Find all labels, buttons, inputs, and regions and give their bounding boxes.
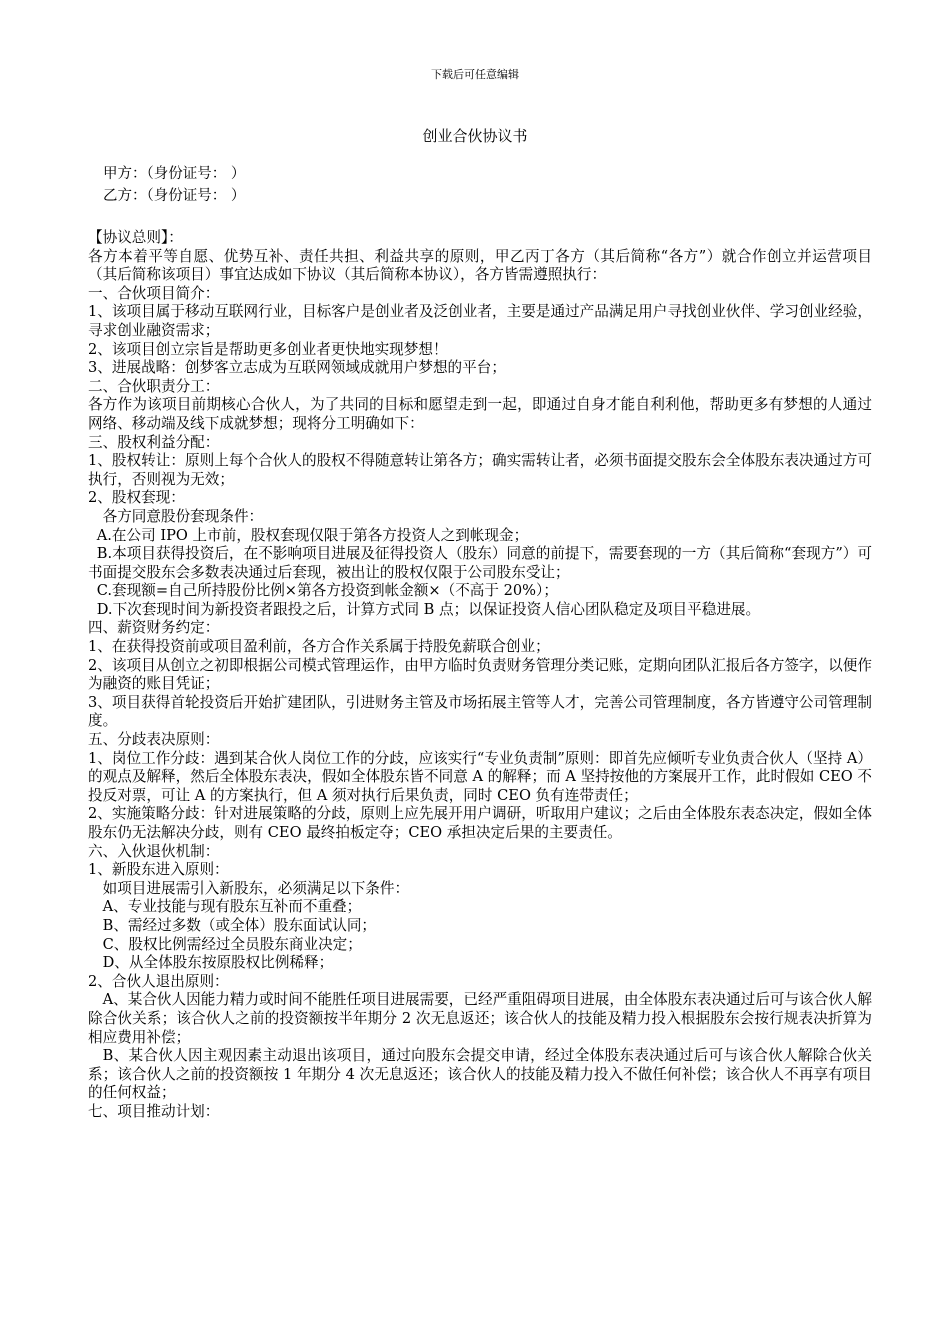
paragraph: 2、合伙人退出原则： (88, 972, 229, 990)
paragraph: 1、岗位工作分歧：遇到某合伙人岗位工作的分歧，应该实行“专业负责制”原则：即首先应倾听专业负责合伙人（坚持 A）的观点及解释，然后全体股东表决，假如全体股东皆不同意 A 的解释；而 A 坚持按他的方案展开工作，此时假如 CEO 不投反对票，可让 A 的方案执行，但 A 须对执行后果负责，同时 CEO 负有连带责任； (88, 749, 872, 804)
paragraph: B、需经过多数（或全体）股东面试认同； (102, 916, 377, 934)
paragraph: C.套现额=自己所持股份比例×第各方投资到帐金额×（不高于 20%）； (96, 582, 558, 600)
party-a-line: 甲方：（身份证号： ） (103, 166, 246, 182)
paragraph: 四、薪资财务约定： (88, 619, 220, 637)
paragraph: 如项目进展需引入新股东，必须满足以下条件： (102, 879, 410, 897)
party-b-line: 乙方：（身份证号： ） (103, 188, 246, 204)
paragraph: 六、入伙退伙机制： (88, 842, 220, 860)
paragraph: 三、股权利益分配： (88, 433, 220, 451)
paragraph: D.下次套现时间为新投资者跟投之后，计算方式同 B 点；以保证投资人信心团队稳定及项目平稳进展。 (96, 600, 761, 618)
paragraph: B.本项目获得投资后，在不影响项目进展及征得投资人（股东）同意的前提下，需要套现的一方（其后简称“套现方”）可书面提交股东会多数表决通过后套现，被出让的股权仅限于公司股东受让； (88, 545, 872, 581)
paragraph: 3、项目获得首轮投资后开始扩建团队，引进财务主管及市场拓展主管等人才，完善公司管理制度，各方皆遵守公司管理制度。 (88, 693, 872, 730)
paragraph: 1、在获得投资前或项目盈利前，各方合作关系属于持股免薪联合创业； (88, 638, 550, 656)
paragraph: 各方作为该项目前期核心合伙人，为了共同的目标和愿望走到一起，即通过自身才能自利利他，帮助更多有梦想的人通过网络、移动端及线下成就梦想；现将分工明确如下： (88, 396, 872, 432)
paragraph: 二、合伙职责分工： (88, 377, 220, 395)
paragraph: 2、该项目创立宗旨是帮助更多创业者更快地实现梦想！ (88, 340, 448, 358)
paragraph: 2、实施策略分歧：针对进展策略的分歧，原则上应先展开用户调研，听取用户建议；之后由全体股东表态决定，假如全体股东仍无法解决分歧，则有 CEO 最终拍板定夺；CEO 承担决定后果的主要责任。 (88, 805, 872, 841)
paragraph: C、股权比例需经过全员股东商业决定； (102, 935, 362, 953)
paragraph: A、专业技能与现有股东互补而不重叠； (102, 898, 362, 916)
paragraph: 1、股权转让：原则上每个合伙人的股权不得随意转让第各方；确实需转让者，必须书面提交股东会全体股东表决通过方可执行，否则视为无效； (88, 452, 872, 488)
paragraph: 【协议总则】： (88, 229, 183, 246)
paragraph: 各方本着平等自愿、优势互补、责任共担、利益共享的原则，甲乙丙丁各方（其后简称“各方”）就合作创立并运营项目（其后简称该项目）事宜达成如下协议（其后简称本协议），各方皆需遵照执行： (88, 247, 872, 284)
paragraph: 2、股权套现： (88, 489, 185, 507)
paragraph: A、某合伙人因能力精力或时间不能胜任项目进展需要，已经严重阻碍项目进展，由全体股东表决通过后可与该合伙人解除合伙关系；该合伙人之前的投资额按半年期分 2 次无息返还；该合伙人的技能及精力投入根据股东会按行规表决折算为相应费用补偿； (88, 991, 873, 1046)
document-body (88, 229, 872, 1122)
document-title: 创业合伙协议书 (422, 127, 528, 145)
header-note: 下载后可任意编辑 (431, 68, 519, 81)
paragraph: 1、新股东进入原则： (88, 861, 229, 879)
paragraph: 2、该项目从创立之初即根据公司模式管理运作，由甲方临时负责财务管理分类记账，定期向团队汇报后各方签字，以便作为融资的账目凭证； (88, 656, 872, 693)
paragraph: 1、该项目属于移动互联网行业，目标客户是创业者及泛创业者，主要是通过产品满足用户寻找创业伙伴、学习创业经验，寻求创业融资需求； (88, 303, 872, 339)
paragraph: 五、分歧表决原则： (88, 731, 220, 749)
paragraph: 3、进展战略：创梦客立志成为互联网领域成就用户梦想的平台； (88, 359, 506, 377)
paragraph: 七、项目推动计划： (88, 1102, 220, 1120)
paragraph: D、从全体股东按原股权比例稀释； (102, 954, 334, 972)
paragraph: A.在公司 IPO 上市前，股权套现仅限于第各方投资人之到帐现金； (96, 526, 529, 544)
paragraph: 一、合伙项目简介： (88, 284, 220, 302)
paragraph: B、某合伙人因主观因素主动退出该项目，通过向股东会提交申请，经过全体股东表决通过后可与该合伙人解除合伙关系；该合伙人之前的投资额按 1 年期分 4 次无息返还；该合伙人的技能及精力投入不做任何补偿；该合伙人不再享有项目的任何权益； (88, 1047, 872, 1102)
paragraph: 各方同意股份套现条件： (102, 507, 264, 525)
